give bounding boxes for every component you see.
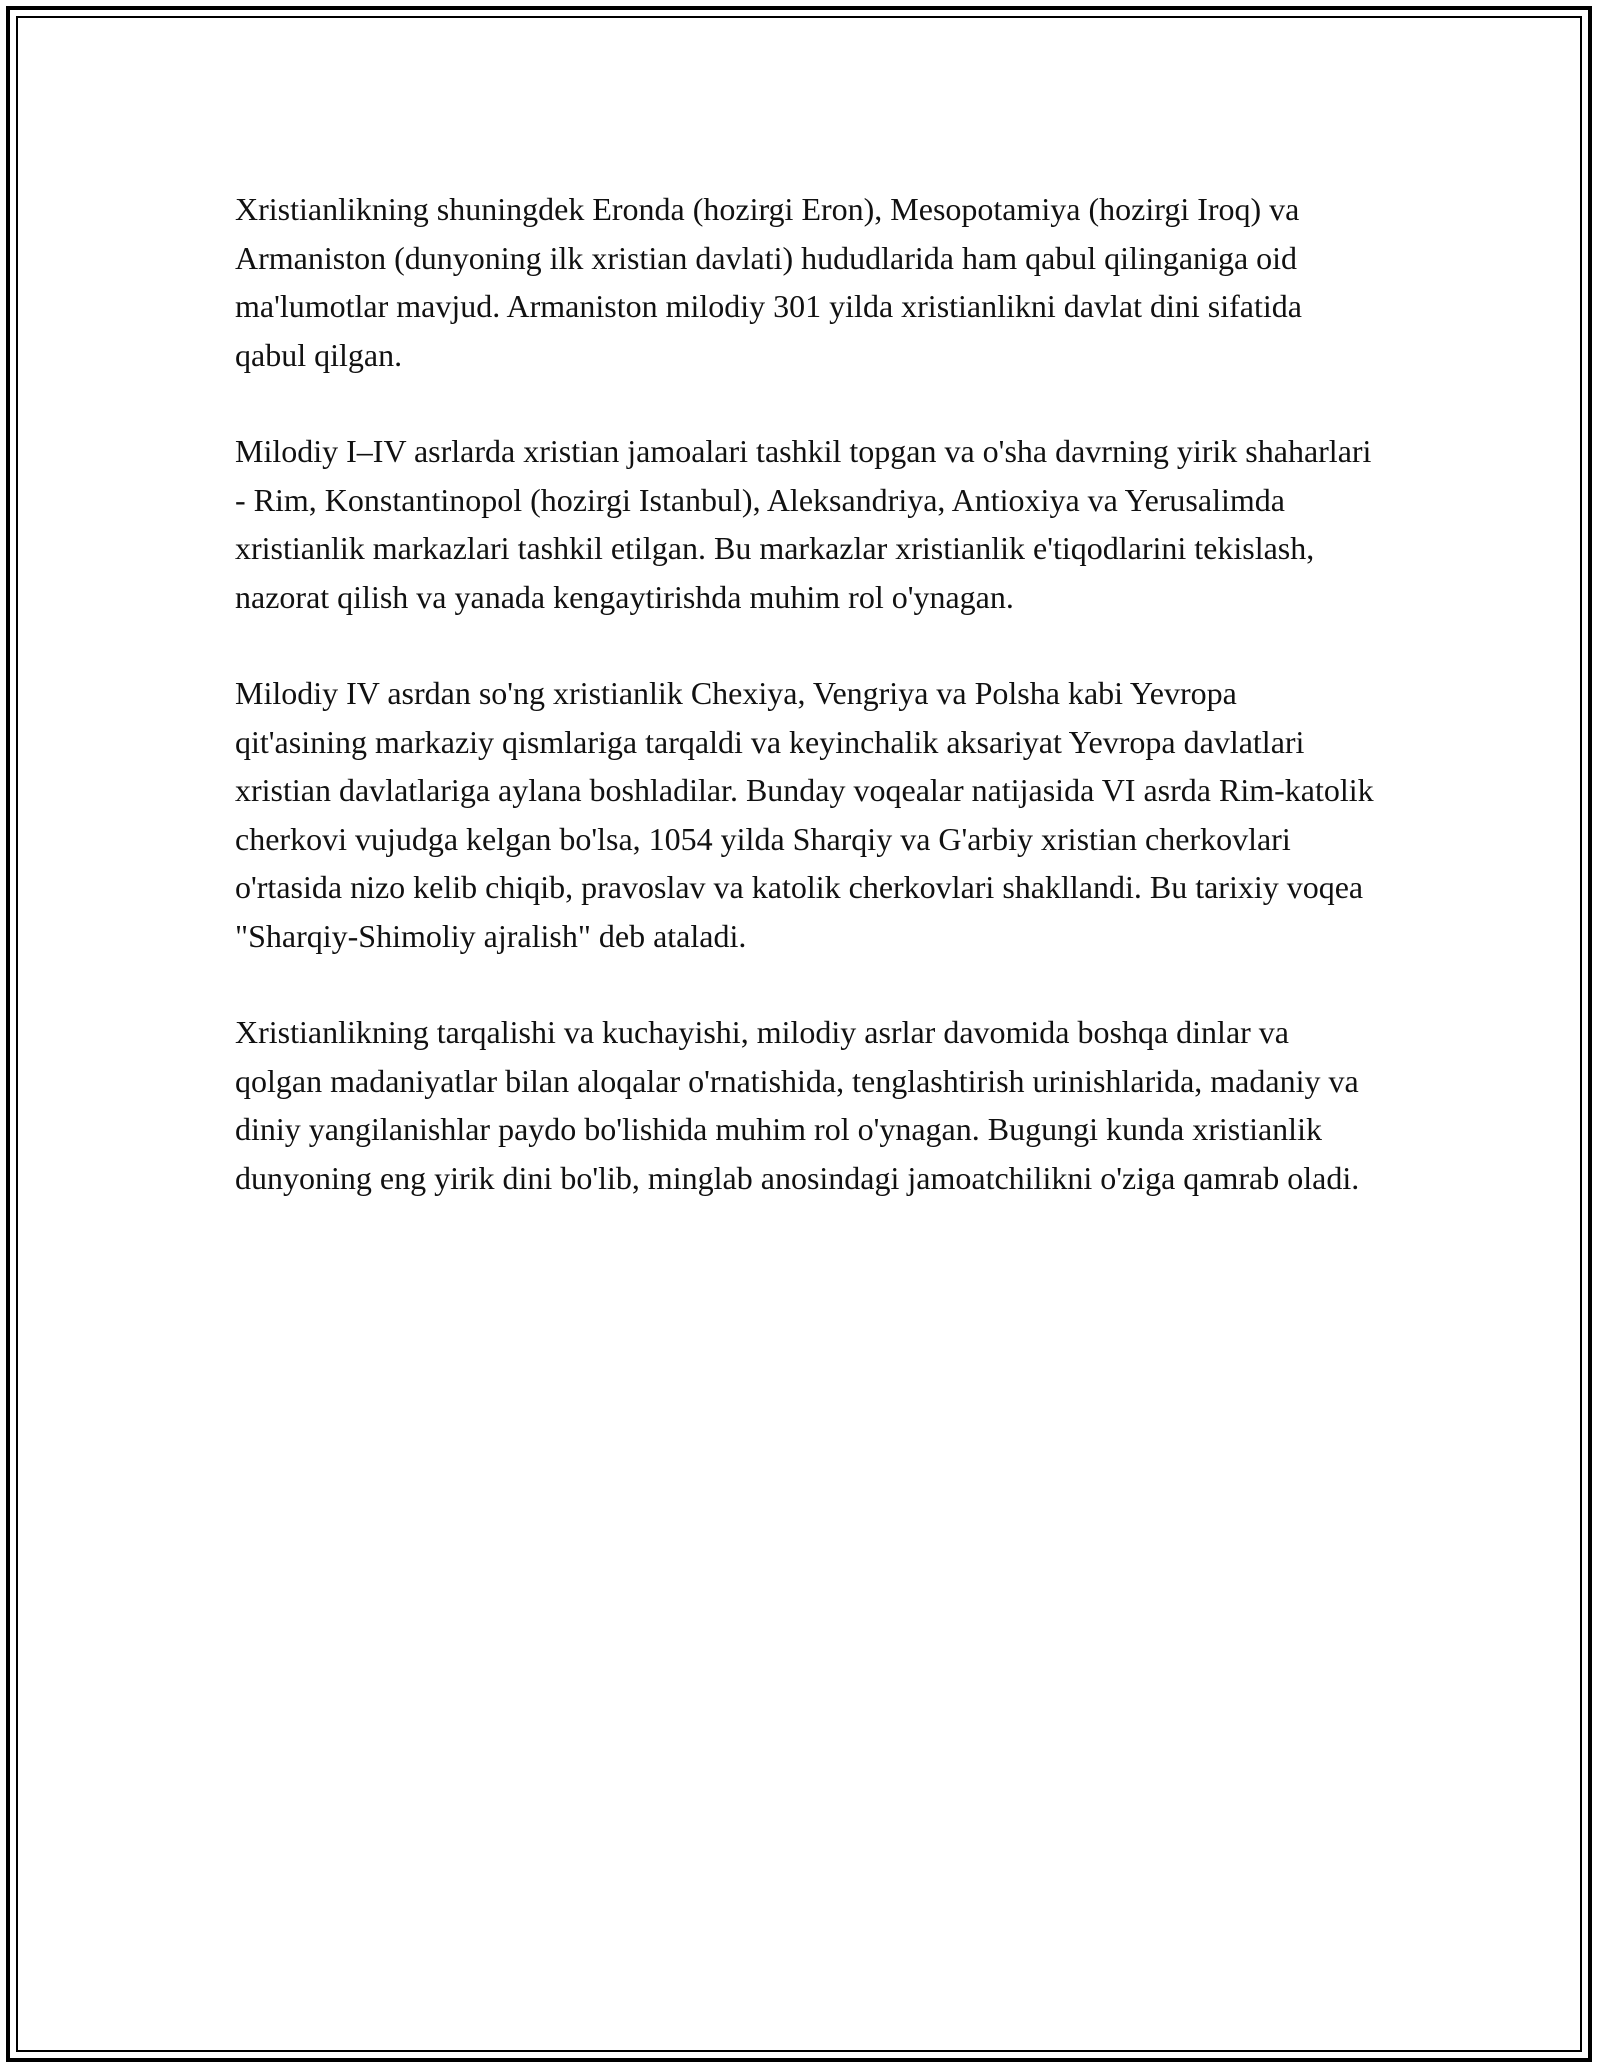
- paragraph-4: Xristianlikning tarqalishi va kuchayishi, milodiy asrlar davomida boshqa dinlar va qolgan madaniyatlar bilan aloqalar o'rnatishida, tenglashtirish urinishlarida, madaniy va diniy yangilanishlar paydo bo'lishida muhim rol o'ynagan. Bugungi kunda xristianlik dunyoning eng yirik dini bo'lib, minglab anosindagi jamoatchilikni o'ziga qamrab oladi.: [235, 1014, 1360, 1196]
- paragraph-2: Milodiy I–IV asrlarda xristian jamoalari tashkil topgan va o'sha davrning yirik shaharlari - Rim, Konstantinopol (hozirgi Istanbul), Aleksandriya, Antioxiya va Yerusalimda xristianlik markazlari tashkil etilgan. Bu markazlar xristianlik e'tiqodlarini tekislash, nazorat qilish va yanada kengaytirishda muhim rol o'ynagan.: [235, 433, 1372, 615]
- paragraph-3: Milodiy IV asrdan so'ng xristianlik Chexiya, Vengriya va Polsha kabi Yevropa qit'asining markaziy qismlariga tarqaldi va keyinchalik aksariyat Yevropa davlatlari xristian davlatlariga aylana boshladilar. Bunday voqealar natijasida VI asrda Rim-katolik cherkovi vujudga kelgan bo'lsa, 1054 yilda Sharqiy va G'arbiy xristian cherkovlari o'rtasida nizo kelib chiqib, pravoslav va katolik cherkovlari shakllandi. Bu tarixiy voqea "Sharqiy-Shimoliy ajralish" deb ataladi.: [235, 675, 1374, 954]
- paragraph-1: Xristianlikning shuningdek Eronda (hozirgi Eron), Mesopotamiya (hozirgi Iroq) va Armaniston (dunyoning ilk xristian davlati) hududlarida ham qabul qilinganiga oid ma'lumotlar mavjud. Armaniston milodiy 301 yilda xristianlikni davlat dini sifatida qabul qilgan.: [235, 191, 1302, 373]
- document-body: [235, 185, 1375, 1250]
